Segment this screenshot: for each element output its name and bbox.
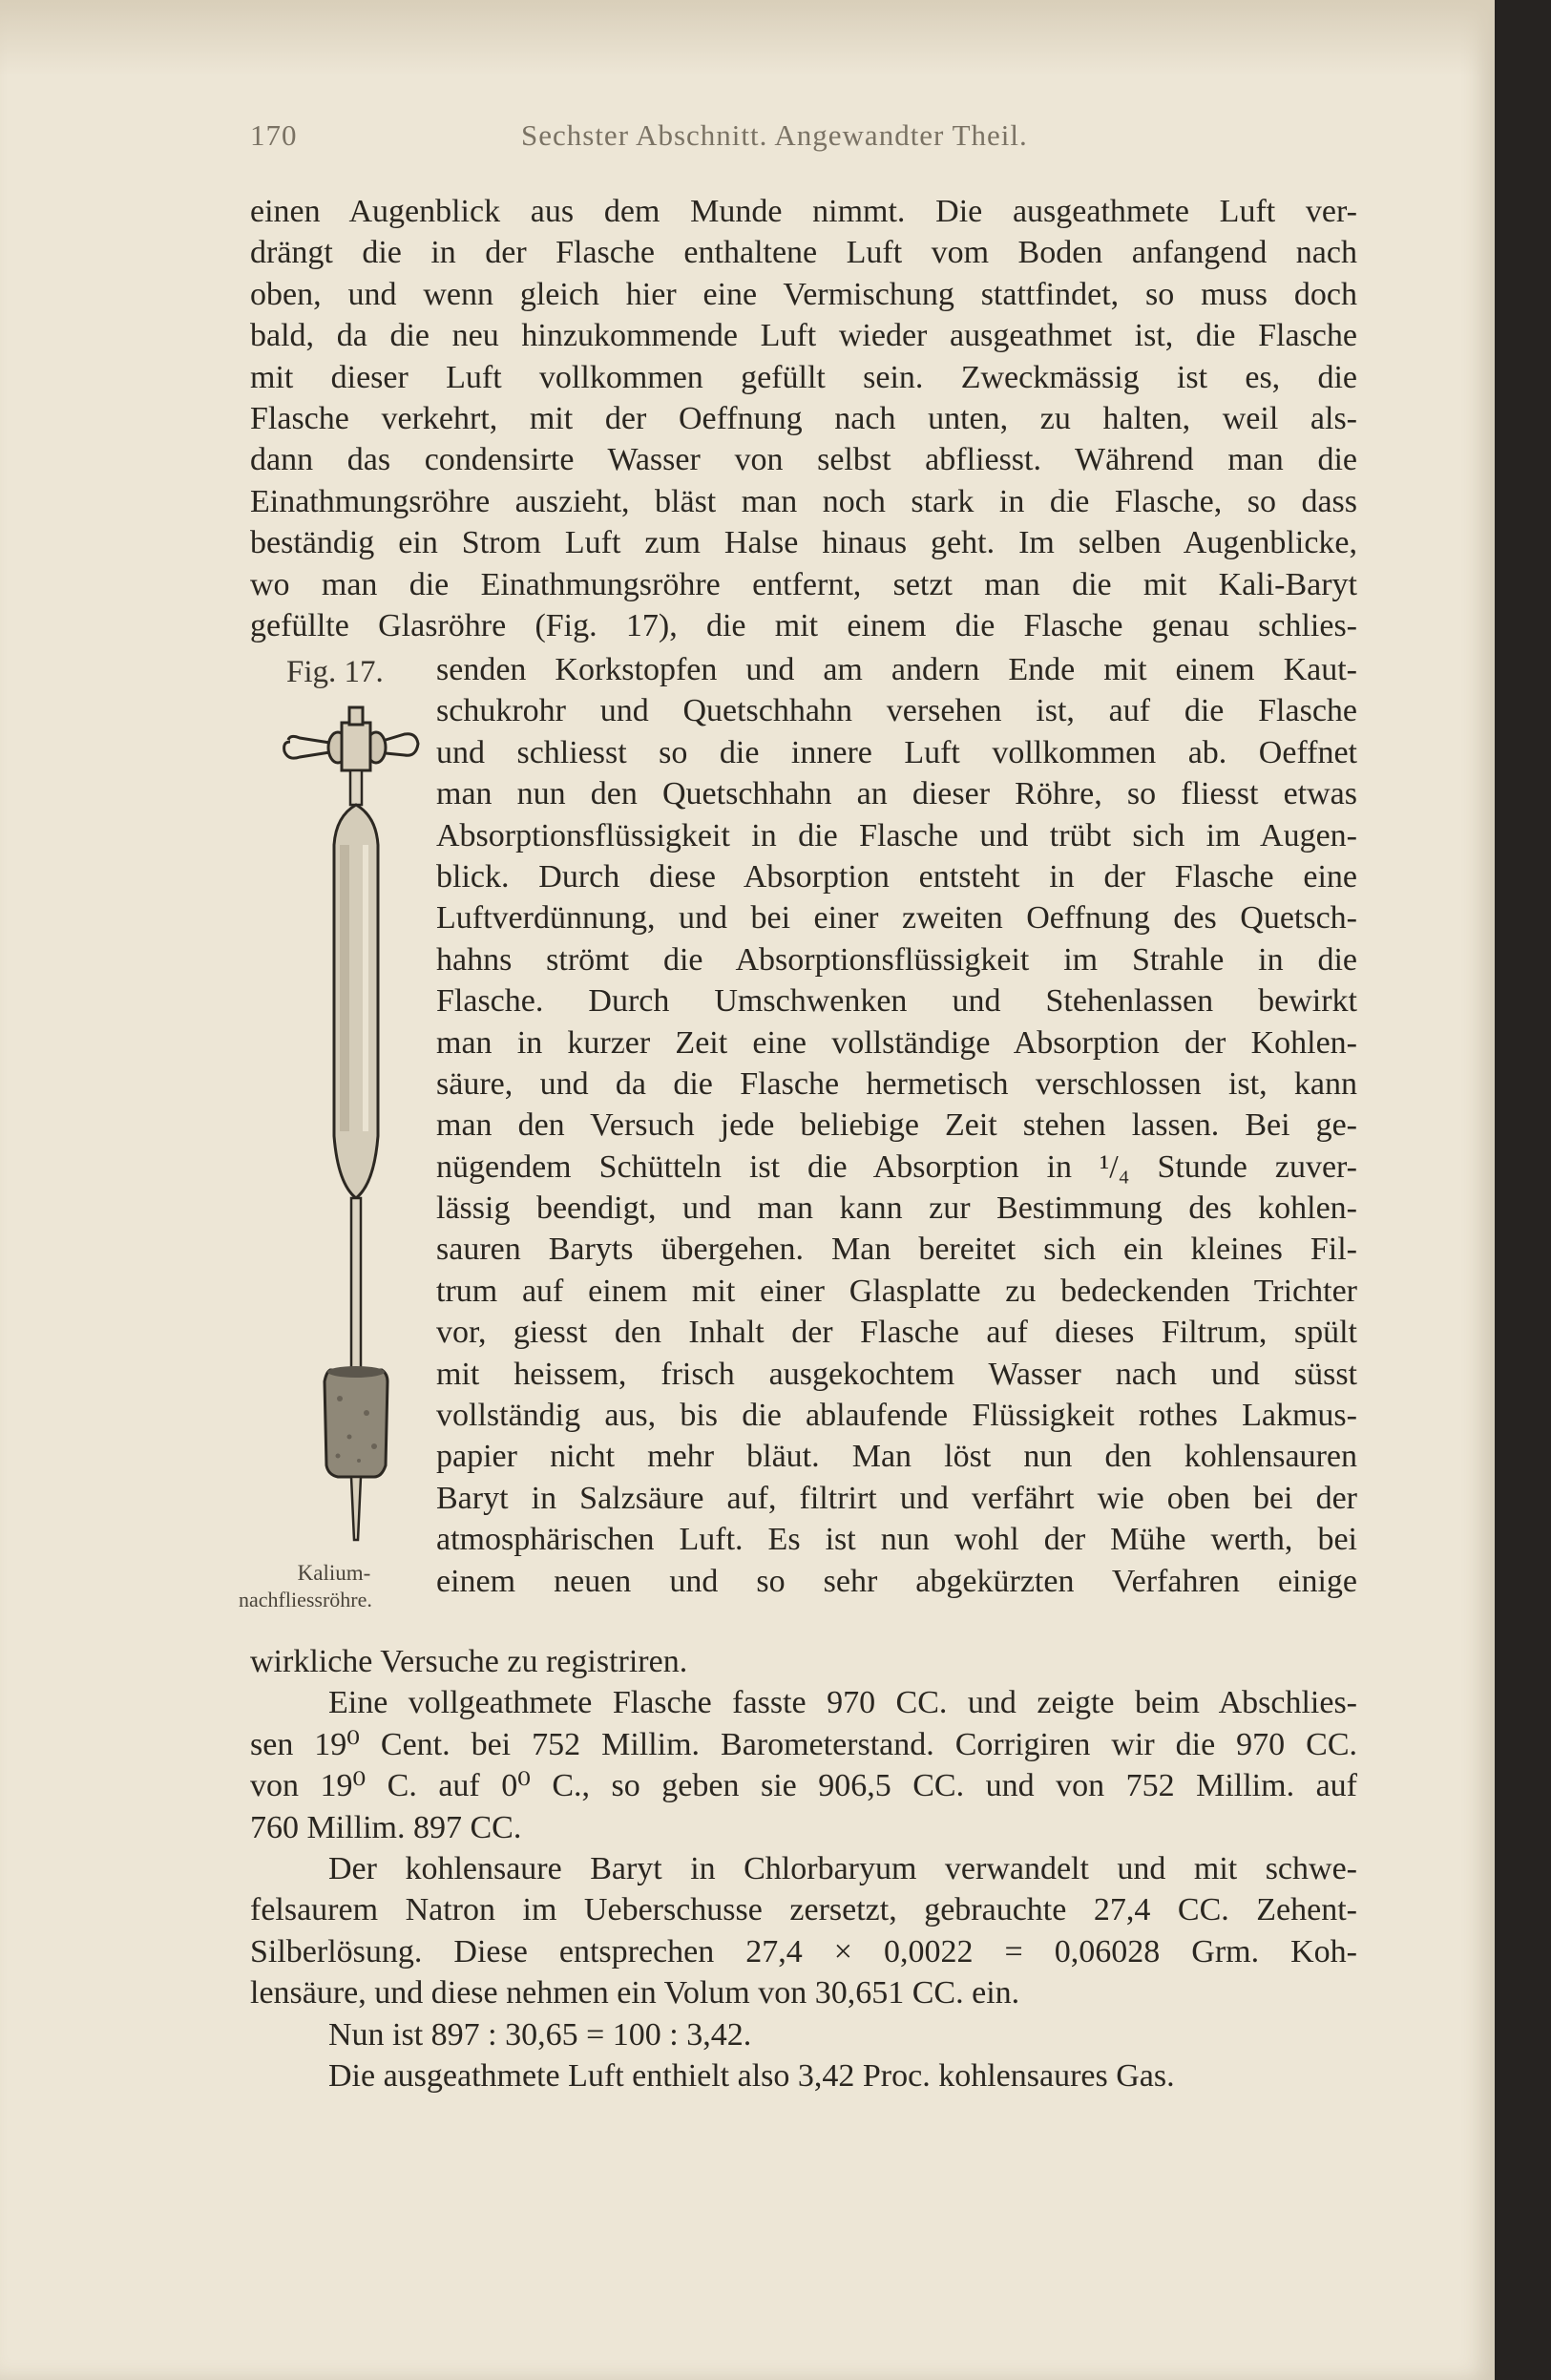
text-line: vor, giesst den Inhalt der Flasche auf dieses Filtrum, spült (436, 1315, 1357, 1351)
caption-line: nachfliessröhre. (239, 1588, 372, 1611)
stopcock (284, 707, 418, 770)
potash-tube-figure (283, 702, 426, 1542)
text-line: atmosphärischen Luft. Es ist nun wohl der Mühe werth, bei (436, 1522, 1357, 1558)
text-line: Absorptionsflüssigkeit in die Flasche und trübt sich im Augen- (436, 817, 1357, 853)
figure-label: Fig. 17. (286, 655, 384, 689)
text-line: vollständig aus, bis die ablaufende Flüssigkeit rothes Lakmus- (436, 1398, 1357, 1434)
running-title: Sechster Abschnitt. Angewandter Theil. (521, 118, 1028, 152)
text-line: felsaurem Natron im Ueberschusse zersetzt, gebrauchte 27,4 CC. Zehent- (250, 1892, 1357, 1928)
text-line: Baryt in Salzsäure auf, filtrirt und verfährt wie oben bei der (436, 1480, 1357, 1516)
text-line: lensäure, und diese nehmen ein Volum von 30,651 CC. ein. (250, 1975, 1020, 2011)
text-line: blick. Durch diese Absorption entsteht in der Flasche eine (436, 858, 1357, 895)
text-line: trum auf einem mit einer Glasplatte zu bedeckenden Trichter (436, 1273, 1357, 1309)
text-line: man in kurzer Zeit eine vollständige Absorption der Kohlen- (436, 1024, 1357, 1061)
text-line: lässig beendigt, und man kann zur Bestimmung des kohlen- (436, 1190, 1357, 1227)
paragraph-beside-figure (436, 649, 1357, 1602)
cork-stopper (325, 1370, 388, 1477)
text-line: Die ausgeathmete Luft enthielt also 3,42 Proc. kohlensaures Gas. (328, 2057, 1175, 2094)
text-line: oben, und wenn gleich hier eine Vermischung stattfindet, so muss doch (250, 276, 1357, 312)
paragraph-top (250, 191, 1357, 646)
tube-tip (351, 1477, 361, 1540)
text-line: man nun den Quetschhahn an dieser Röhre, so fliesst etwas (436, 776, 1357, 812)
text-line: senden Korkstopfen und am andern Ende mit einem Kaut- (436, 652, 1357, 687)
text-line: Silberlösung. Diese entsprechen 27,4 × 0,0022 = 0,06028 Grm. Koh- (250, 1933, 1357, 1969)
tube-neck (350, 770, 362, 805)
text-line: gefüllte Glasröhre (Fig. 17), die mit einem die Flasche genau schlies- (250, 607, 1357, 643)
text-line: Einathmungsröhre auszieht, bläst man noch stark in die Flasche, so dass (250, 483, 1357, 519)
tube-stem (351, 1198, 361, 1389)
text-line: wirkliche Versuche zu registriren. (250, 1644, 688, 1679)
text-line: Eine vollgeathmete Flasche fasste 970 CC. und zeigte beim Abschlies- (328, 1685, 1357, 1721)
text-line: einem neuen und so sehr abgekürzten Verfahren einige (436, 1563, 1357, 1599)
running-head (0, 118, 1495, 157)
text-line: Luftverdünnung, und bei einer zweiten Oeffnung des Quetsch- (436, 900, 1357, 937)
text-line: Nun ist 897 : 30,65 = 100 : 3,42. (328, 2016, 752, 2053)
text-line: bald, da die neu hinzukommende Luft wieder ausgeathmet ist, die Flasche (250, 318, 1357, 354)
paragraph-bottom (250, 1641, 1357, 2096)
text-line: mit heissem, frisch ausgekochtem Wasser nach und süsst (436, 1356, 1357, 1392)
text-line: dann das condensirte Wasser von selbst abfliesst. Während man die (250, 442, 1357, 478)
text-line: und schliesst so die innere Luft vollkommen ab. Oeffnet (436, 734, 1357, 770)
text-line: Flasche verkehrt, mit der Oeffnung nach unten, zu halten, weil als- (250, 400, 1357, 436)
text-line: papier nicht mehr bläut. Man löst nun den kohlensauren (436, 1439, 1357, 1475)
page-number: 170 (250, 118, 298, 152)
text-line: von 19⁰ C. auf 0⁰ C., so geben sie 906,5 CC. und von 752 Millim. auf (250, 1768, 1357, 1804)
text-line: beständig ein Strom Luft zum Halse hinaus geht. Im selben Augenblicke, (250, 525, 1357, 561)
text-line: man den Versuch jede beliebige Zeit stehen lassen. Bei ge- (436, 1107, 1357, 1144)
text-line: einen Augenblick aus dem Munde nimmt. Die ausgeathmete Luft ver- (250, 194, 1357, 229)
text-line: sen 19⁰ Cent. bei 752 Millim. Barometerstand. Corrigiren wir die 970 CC. (250, 1726, 1357, 1762)
text-line: hahns strömt die Absorptionsflüssigkeit im Strahle in die (436, 941, 1357, 978)
text-line: wo man die Einathmungsröhre entfernt, setzt man die mit Kali-Baryt (250, 566, 1357, 602)
figure-caption (239, 1560, 430, 1613)
text-line: sauren Baryts übergehen. Man bereitet sich ein kleines Fil- (436, 1232, 1357, 1268)
text-line: Der kohlensaure Baryt in Chlorbaryum verwandelt und mit schwe- (328, 1850, 1357, 1886)
text-line: nügendem Schütteln ist die Absorption in ¹/₄ Stunde zuver- (436, 1148, 1357, 1185)
caption-line: Kalium- (297, 1561, 371, 1585)
text-line: mit dieser Luft vollkommen gefüllt sein. Zweckmässig ist es, die (250, 359, 1357, 395)
text-line: schukrohr und Quetschhahn versehen ist, auf die Flasche (436, 693, 1357, 729)
text-line: drängt die in der Flasche enthaltene Luft vom Boden anfangend nach (250, 235, 1357, 271)
text-line: 760 Millim. 897 CC. (250, 1809, 522, 1845)
text-line: Flasche. Durch Umschwenken und Stehenlassen bewirkt (436, 983, 1357, 1020)
text-line: säure, und da die Flasche hermetisch verschlossen ist, kann (436, 1065, 1357, 1102)
